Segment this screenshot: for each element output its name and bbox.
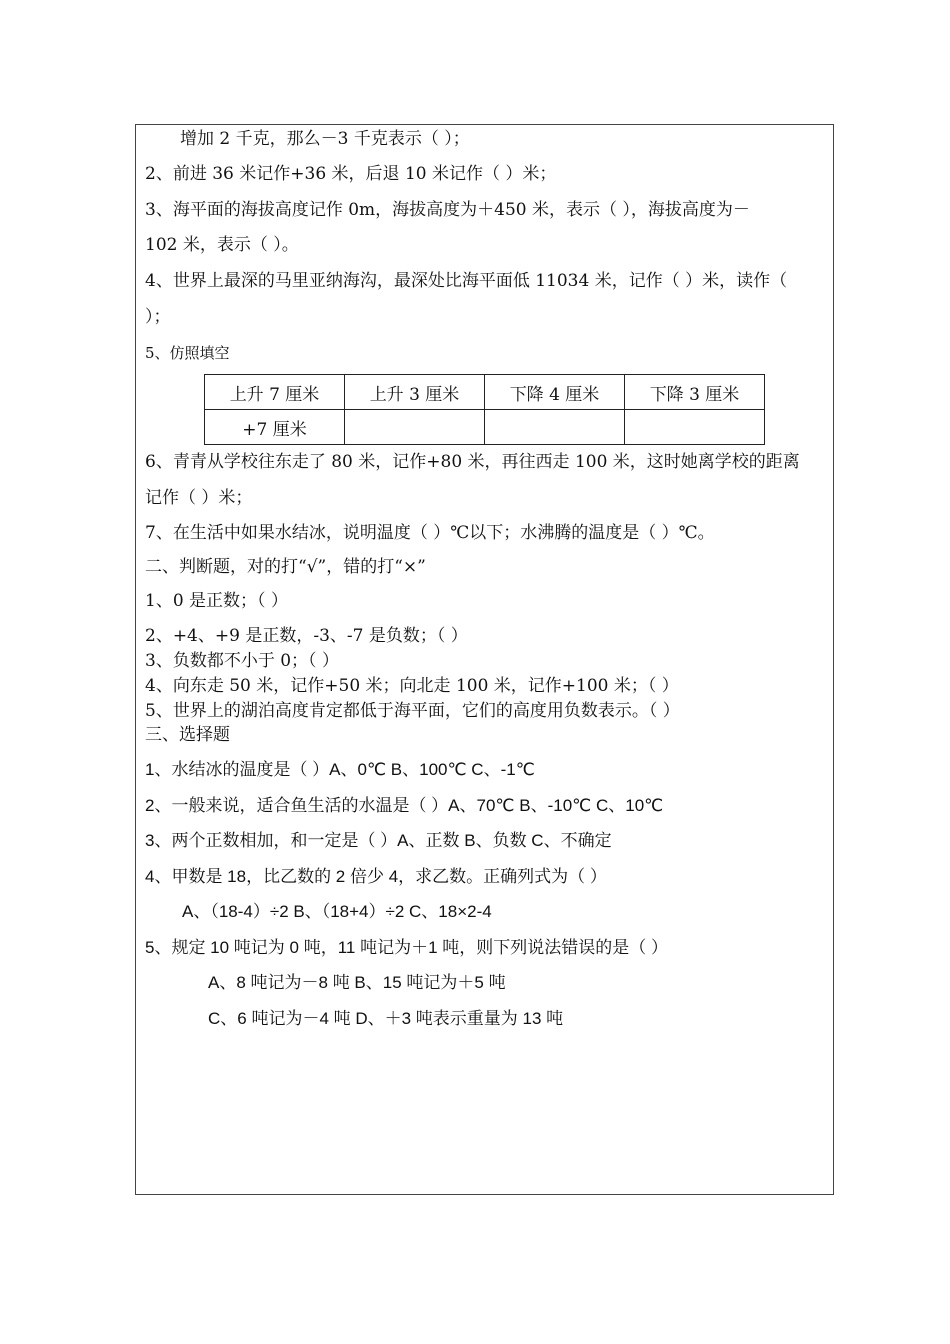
- question-fill-3: 3、海平面的海拔高度记作 0m，海拔高度为＋450 米，表示（ ），海拔高度为－: [145, 200, 750, 220]
- section-heading-judgement: 二、判断题，对的打“√”，错的打“×”: [145, 557, 426, 577]
- table-header-cell: 上升 7 厘米: [205, 375, 345, 410]
- choice-item-2: 2、一般来说，适合鱼生活的水温是（ ）A、70℃ B、-10℃ C、10℃: [145, 796, 664, 815]
- question-fill-7: 7、在生活中如果水结冰，说明温度（ ）℃以下；水沸腾的温度是（ ）℃。: [145, 523, 715, 543]
- choice-item-4: 4、甲数是 18，比乙数的 2 倍少 4，求乙数。正确列式为（ ）: [145, 867, 607, 886]
- text-line: 102 米，表示（ ）。: [145, 235, 299, 255]
- table-cell: [345, 410, 485, 445]
- table-header-cell: 下降 3 厘米: [625, 375, 765, 410]
- choice-item-5-options-cd: C、6 吨记为－4 吨 D、＋3 吨表示重量为 13 吨: [208, 1009, 564, 1028]
- judgement-item-2: 2、+4、+9 是正数，-3、-7 是负数；（ ）: [145, 626, 468, 646]
- text-line: ）；: [145, 307, 171, 327]
- table-cell: [625, 410, 765, 445]
- choice-item-4-options: A、（18-4）÷2 B、（18+4）÷2 C、18×2-4: [182, 902, 492, 921]
- question-fill-6: 6、青青从学校往东走了 80 米，记作+80 米，再往西走 100 米，这时她离学校的距离: [145, 452, 800, 472]
- question-fill-2: 2、前进 36 米记作+36 米，后退 10 米记作（ ）米；: [145, 164, 557, 184]
- judgement-item-4: 4、向东走 50 米，记作+50 米；向北走 100 米，记作+100 米；（ ）: [145, 676, 679, 696]
- table-header-cell: 上升 3 厘米: [345, 375, 485, 410]
- table-cell: +7 厘米: [205, 410, 345, 445]
- section-heading-choice: 三、选择题: [145, 725, 230, 745]
- choice-item-5-options-ab: A、8 吨记为－8 吨 B、15 吨记为＋5 吨: [208, 973, 506, 992]
- table-row: [205, 410, 765, 445]
- table-row: [205, 375, 765, 410]
- question-fill-5: 5、仿照填空: [145, 344, 230, 362]
- choice-item-5: 5、规定 10 吨记为 0 吨，11 吨记为＋1 吨，则下列说法错误的是（ ）: [145, 938, 668, 957]
- judgement-item-1: 1、0 是正数；（ ）: [145, 591, 288, 611]
- text-line: 增加 2 千克，那么－3 千克表示（ ）；: [180, 129, 470, 149]
- question-fill-4: 4、世界上最深的马里亚纳海沟，最深处比海平面低 11034 米，记作（ ）米，读作（: [145, 271, 788, 291]
- table-header-cell: 下降 4 厘米: [485, 375, 625, 410]
- choice-item-3: 3、两个正数相加，和一定是（ ）A、正数 B、负数 C、不确定: [145, 831, 612, 850]
- judgement-item-3: 3、负数都不小于 0；（ ）: [145, 651, 339, 671]
- choice-item-1: 1、水结冰的温度是（ ）A、0℃ B、100℃ C、-1℃: [145, 760, 535, 779]
- table-cell: [485, 410, 625, 445]
- fill-table: [204, 374, 765, 445]
- text-line: 记作（ ）米；: [145, 488, 253, 508]
- judgement-item-5: 5、世界上的湖泊高度肯定都低于海平面，它们的高度用负数表示。（ ）: [145, 701, 680, 721]
